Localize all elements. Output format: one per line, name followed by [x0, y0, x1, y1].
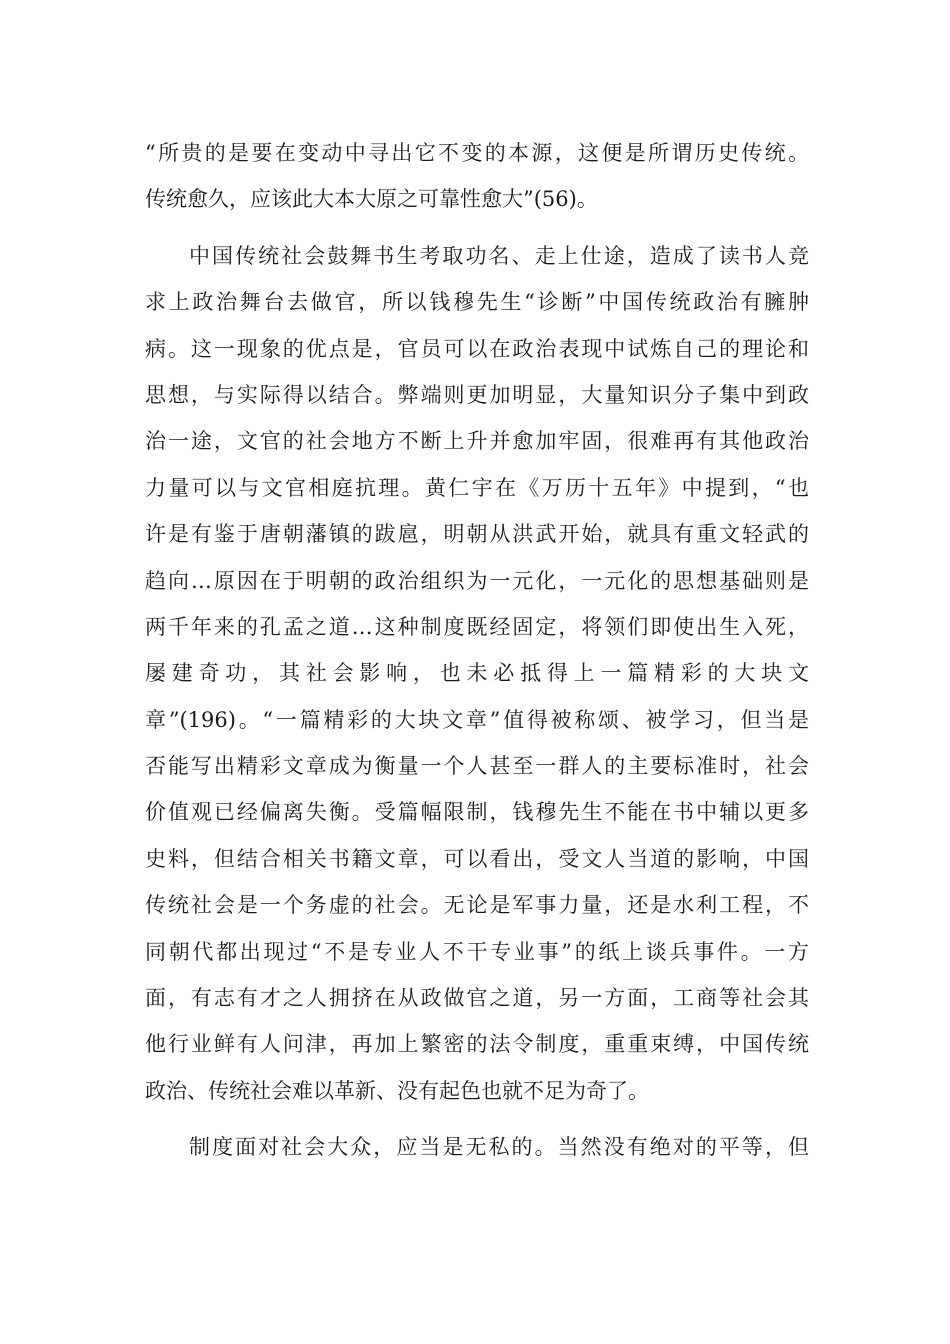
paragraph-2-line-10: 屡建奇功，其社会影响，也未必抵得上一篇精彩的大块文 [145, 661, 809, 686]
paragraph-2-line-14: 史料，但结合相关书籍文章，可以看出，受文人当道的影响，中国 [145, 846, 809, 871]
paragraph-2-line-1: 中国传统社会鼓舞书生考取功名、走上仕途，造成了读书人竞 [189, 243, 809, 268]
paragraph-2-line-4: 思想，与实际得以结合。弊端则更加明显，大量知识分子集中到政 [145, 382, 809, 407]
paragraph-2-line-3: 病。这一现象的优点是，官员可以在政治表现中试炼自己的理论和 [145, 336, 809, 361]
paragraph-2-line-18: 他行业鲜有人问津，再加上繁密的法令制度，重重束缚，中国传统 [145, 1032, 809, 1057]
paragraph-2-line-17: 面，有志有才之人拥挤在从政做官之道，另一方面，工商等社会其 [145, 986, 809, 1011]
document-page [145, 130, 809, 1171]
paragraph-2-line-5: 治一途，文官的社会地方不断上升并愈加牢固，很难再有其他政治 [145, 429, 809, 454]
paragraph-2-line-11: 章”(196)。“一篇精彩的大块文章”值得被称颂、被学习，但当是 [145, 707, 809, 732]
paragraph-2-line-16: 同朝代都出现过“不是专业人不干专业事”的纸上谈兵事件。一方 [145, 939, 809, 964]
paragraph-2-line-2: 求上政治舞台去做官，所以钱穆先生“诊断”中国传统政治有臃肿 [145, 290, 809, 315]
paragraph-2-line-19: 政治、传统社会难以革新、没有起色也就不足为奇了。 [145, 1078, 649, 1103]
paragraph-2-line-13: 价值观已经偏离失衡。受篇幅限制，钱穆先生不能在书中辅以更多 [145, 800, 809, 825]
paragraph-3-line-1: 制度面对社会大众，应当是无私的。当然没有绝对的平等，但 [189, 1135, 809, 1160]
paragraph-2-line-8: 趋向…原因在于明朝的政治组织为一元化，一元化的思想基础则是 [145, 568, 809, 593]
paragraph-2-line-6: 力量可以与文官相庭抗理。黄仁宇在《万历十五年》中提到，“也 [145, 475, 809, 500]
paragraph-2-line-9: 两千年来的孔孟之道…这种制度既经固定，将领们即使出生入死， [145, 614, 809, 639]
text-line-1: “所贵的是要在变动中寻出它不变的本源，这便是所谓历史传统。 [145, 141, 809, 165]
paragraph-2-line-7: 许是有鉴于唐朝藩镇的跋扈，明朝从洪武开始，就具有重文轻武的 [145, 522, 809, 547]
paragraph-2-line-12: 否能写出精彩文章成为衡量一个人甚至一群人的主要标准时，社会 [145, 754, 809, 779]
text-line-2: 传统愈久，应该此大本大原之可靠性愈大”(56)。 [145, 187, 598, 212]
paragraph-2-line-15: 传统社会是一个务虚的社会。无论是军事力量，还是水利工程，不 [145, 893, 809, 918]
